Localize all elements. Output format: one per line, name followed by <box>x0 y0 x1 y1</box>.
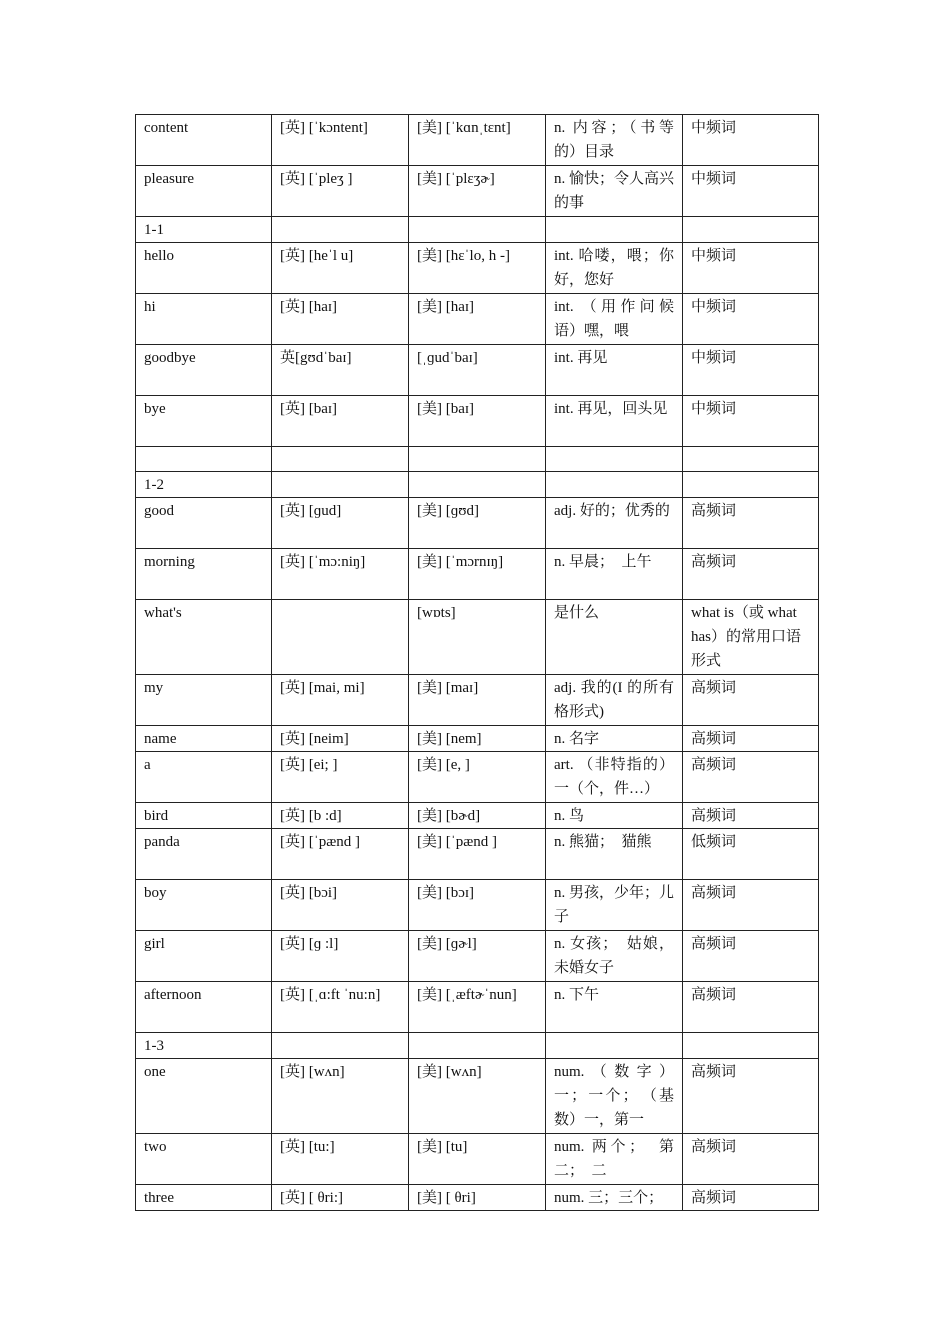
table-row <box>136 1059 819 1134</box>
frequency-cell: 高频词 <box>683 1059 819 1134</box>
uk-phonetic-cell: [英] [bɔi] <box>272 880 409 931</box>
table-row <box>136 217 819 243</box>
uk-phonetic-cell: [英] [neim] <box>272 726 409 752</box>
word-cell: what's <box>136 600 272 675</box>
frequency-cell: 高频词 <box>683 498 819 549</box>
word-cell: 1-1 <box>136 217 272 243</box>
us-phonetic-cell: [美] [ˈplɛʒɚ] <box>409 166 546 217</box>
definition-cell <box>546 217 683 243</box>
us-phonetic-cell: [美] [ɡɚl] <box>409 931 546 982</box>
uk-phonetic-cell: [英] [heˈl u] <box>272 243 409 294</box>
table-row <box>136 1185 819 1211</box>
frequency-cell <box>683 472 819 498</box>
vocabulary-table <box>135 114 819 1211</box>
table-row <box>136 931 819 982</box>
us-phonetic-cell: [美] [ˈkɑnˌtɛnt] <box>409 115 546 166</box>
definition-cell: adj. 我的(I 的所有格形式) <box>546 675 683 726</box>
word-cell: bird <box>136 803 272 829</box>
us-phonetic-cell: [美] [nem] <box>409 726 546 752</box>
table-row <box>136 549 819 600</box>
uk-phonetic-cell <box>272 1033 409 1059</box>
definition-cell: n. 鸟 <box>546 803 683 829</box>
frequency-cell: 中频词 <box>683 345 819 396</box>
us-phonetic-cell: [美] [ɡʊd] <box>409 498 546 549</box>
word-cell: a <box>136 752 272 803</box>
definition-cell: adj. 好的；优秀的 <box>546 498 683 549</box>
definition-cell: num. 三；三个； <box>546 1185 683 1211</box>
definition-cell: int. 哈喽，喂；你好，您好 <box>546 243 683 294</box>
us-phonetic-cell: [wɒts] <box>409 600 546 675</box>
frequency-cell: 高频词 <box>683 1134 819 1185</box>
us-phonetic-cell <box>409 447 546 472</box>
word-cell: girl <box>136 931 272 982</box>
word-cell: one <box>136 1059 272 1134</box>
definition-cell: art. （非特指的）一（个，件…） <box>546 752 683 803</box>
table-row <box>136 396 819 447</box>
frequency-cell: 中频词 <box>683 166 819 217</box>
uk-phonetic-cell: [英] [wʌn] <box>272 1059 409 1134</box>
word-cell: two <box>136 1134 272 1185</box>
definition-cell: n. 内容；（书等的）目录 <box>546 115 683 166</box>
definition-cell <box>546 447 683 472</box>
uk-phonetic-cell: [英] [b :d] <box>272 803 409 829</box>
us-phonetic-cell: [ˌɡudˈbaɪ] <box>409 345 546 396</box>
word-cell: afternoon <box>136 982 272 1033</box>
us-phonetic-cell <box>409 472 546 498</box>
table-row <box>136 115 819 166</box>
uk-phonetic-cell: [英] [ˈpleʒ ] <box>272 166 409 217</box>
definition-cell: num.（数字）一；一个； （基数）一，第一 <box>546 1059 683 1134</box>
uk-phonetic-cell: [英] [ θri:] <box>272 1185 409 1211</box>
frequency-cell: 高频词 <box>683 803 819 829</box>
word-cell: hello <box>136 243 272 294</box>
definition-cell: n. 熊猫； 猫熊 <box>546 829 683 880</box>
uk-phonetic-cell: [英] [haɪ] <box>272 294 409 345</box>
frequency-cell: 高频词 <box>683 880 819 931</box>
frequency-cell: what is（或 what has）的常用口语形式 <box>683 600 819 675</box>
table-row <box>136 447 819 472</box>
uk-phonetic-cell <box>272 600 409 675</box>
table-row <box>136 1033 819 1059</box>
frequency-cell: 高频词 <box>683 726 819 752</box>
us-phonetic-cell: [美] [hɛˈlo, h -] <box>409 243 546 294</box>
uk-phonetic-cell <box>272 447 409 472</box>
frequency-cell: 中频词 <box>683 115 819 166</box>
us-phonetic-cell: [美] [tu] <box>409 1134 546 1185</box>
table-row <box>136 345 819 396</box>
word-cell: my <box>136 675 272 726</box>
frequency-cell <box>683 447 819 472</box>
word-cell: boy <box>136 880 272 931</box>
definition-cell: 是什么 <box>546 600 683 675</box>
us-phonetic-cell: [美] [ˈmɔrnɪŋ] <box>409 549 546 600</box>
definition-cell: n. 愉快；令人高兴的事 <box>546 166 683 217</box>
table-row <box>136 294 819 345</box>
table-row <box>136 803 819 829</box>
uk-phonetic-cell: [英] [ɡ :l] <box>272 931 409 982</box>
uk-phonetic-cell: [英] [ei; ] <box>272 752 409 803</box>
table-row <box>136 880 819 931</box>
us-phonetic-cell: [美] [haɪ] <box>409 294 546 345</box>
us-phonetic-cell: [美] [e, ] <box>409 752 546 803</box>
definition-cell: n. 早晨； 上午 <box>546 549 683 600</box>
word-cell: 1-2 <box>136 472 272 498</box>
frequency-cell: 中频词 <box>683 243 819 294</box>
word-cell: morning <box>136 549 272 600</box>
definition-cell: n. 名字 <box>546 726 683 752</box>
us-phonetic-cell <box>409 1033 546 1059</box>
frequency-cell <box>683 1033 819 1059</box>
us-phonetic-cell: [美] [maɪ] <box>409 675 546 726</box>
frequency-cell: 中频词 <box>683 294 819 345</box>
word-cell: good <box>136 498 272 549</box>
word-cell: bye <box>136 396 272 447</box>
uk-phonetic-cell: 英[gʊdˈbaɪ] <box>272 345 409 396</box>
frequency-cell: 高频词 <box>683 675 819 726</box>
us-phonetic-cell <box>409 217 546 243</box>
uk-phonetic-cell: [英] [ɡud] <box>272 498 409 549</box>
word-cell: pleasure <box>136 166 272 217</box>
uk-phonetic-cell: [英] [baɪ] <box>272 396 409 447</box>
frequency-cell: 高频词 <box>683 752 819 803</box>
table-row <box>136 726 819 752</box>
us-phonetic-cell: [美] [ˌæftɚˈnun] <box>409 982 546 1033</box>
definition-cell <box>546 1033 683 1059</box>
word-cell: hi <box>136 294 272 345</box>
definition-cell <box>546 472 683 498</box>
frequency-cell: 高频词 <box>683 549 819 600</box>
table-row <box>136 829 819 880</box>
definition-cell: n. 下午 <box>546 982 683 1033</box>
us-phonetic-cell: [美] [ˈpænd ] <box>409 829 546 880</box>
uk-phonetic-cell <box>272 217 409 243</box>
definition-cell: int. 再见，回头见 <box>546 396 683 447</box>
table-row <box>136 472 819 498</box>
frequency-cell: 高频词 <box>683 982 819 1033</box>
uk-phonetic-cell: [英] [ˈmɔ:niŋ] <box>272 549 409 600</box>
definition-cell: num. 两个； 第二； 二 <box>546 1134 683 1185</box>
frequency-cell <box>683 217 819 243</box>
word-cell: panda <box>136 829 272 880</box>
frequency-cell: 高频词 <box>683 931 819 982</box>
table-row <box>136 600 819 675</box>
uk-phonetic-cell: [英] [ˈpænd ] <box>272 829 409 880</box>
definition-cell: n. 男孩，少年；儿子 <box>546 880 683 931</box>
word-cell: name <box>136 726 272 752</box>
table-row <box>136 498 819 549</box>
frequency-cell: 中频词 <box>683 396 819 447</box>
us-phonetic-cell: [美] [baɪ] <box>409 396 546 447</box>
table-row <box>136 166 819 217</box>
uk-phonetic-cell <box>272 472 409 498</box>
frequency-cell: 高频词 <box>683 1185 819 1211</box>
table-row <box>136 982 819 1033</box>
uk-phonetic-cell: [英] [ˈkɔntent] <box>272 115 409 166</box>
us-phonetic-cell: [美] [bɚd] <box>409 803 546 829</box>
frequency-cell: 低频词 <box>683 829 819 880</box>
us-phonetic-cell: [美] [wʌn] <box>409 1059 546 1134</box>
uk-phonetic-cell: [英] [tu:] <box>272 1134 409 1185</box>
word-cell: three <box>136 1185 272 1211</box>
table-row <box>136 752 819 803</box>
definition-cell: int. （用作问候语）嘿，喂 <box>546 294 683 345</box>
definition-cell: n. 女孩； 姑娘，未婚女子 <box>546 931 683 982</box>
uk-phonetic-cell: [英] [ˌɑ:ft ˈnu:n] <box>272 982 409 1033</box>
definition-cell: int. 再见 <box>546 345 683 396</box>
table-row <box>136 675 819 726</box>
word-cell: content <box>136 115 272 166</box>
word-cell: goodbye <box>136 345 272 396</box>
word-cell <box>136 447 272 472</box>
vocabulary-table-body <box>136 115 819 1211</box>
us-phonetic-cell: [美] [bɔɪ] <box>409 880 546 931</box>
word-cell: 1-3 <box>136 1033 272 1059</box>
table-row <box>136 243 819 294</box>
uk-phonetic-cell: [英] [mai, mi] <box>272 675 409 726</box>
table-row <box>136 1134 819 1185</box>
us-phonetic-cell: [美] [ θri] <box>409 1185 546 1211</box>
